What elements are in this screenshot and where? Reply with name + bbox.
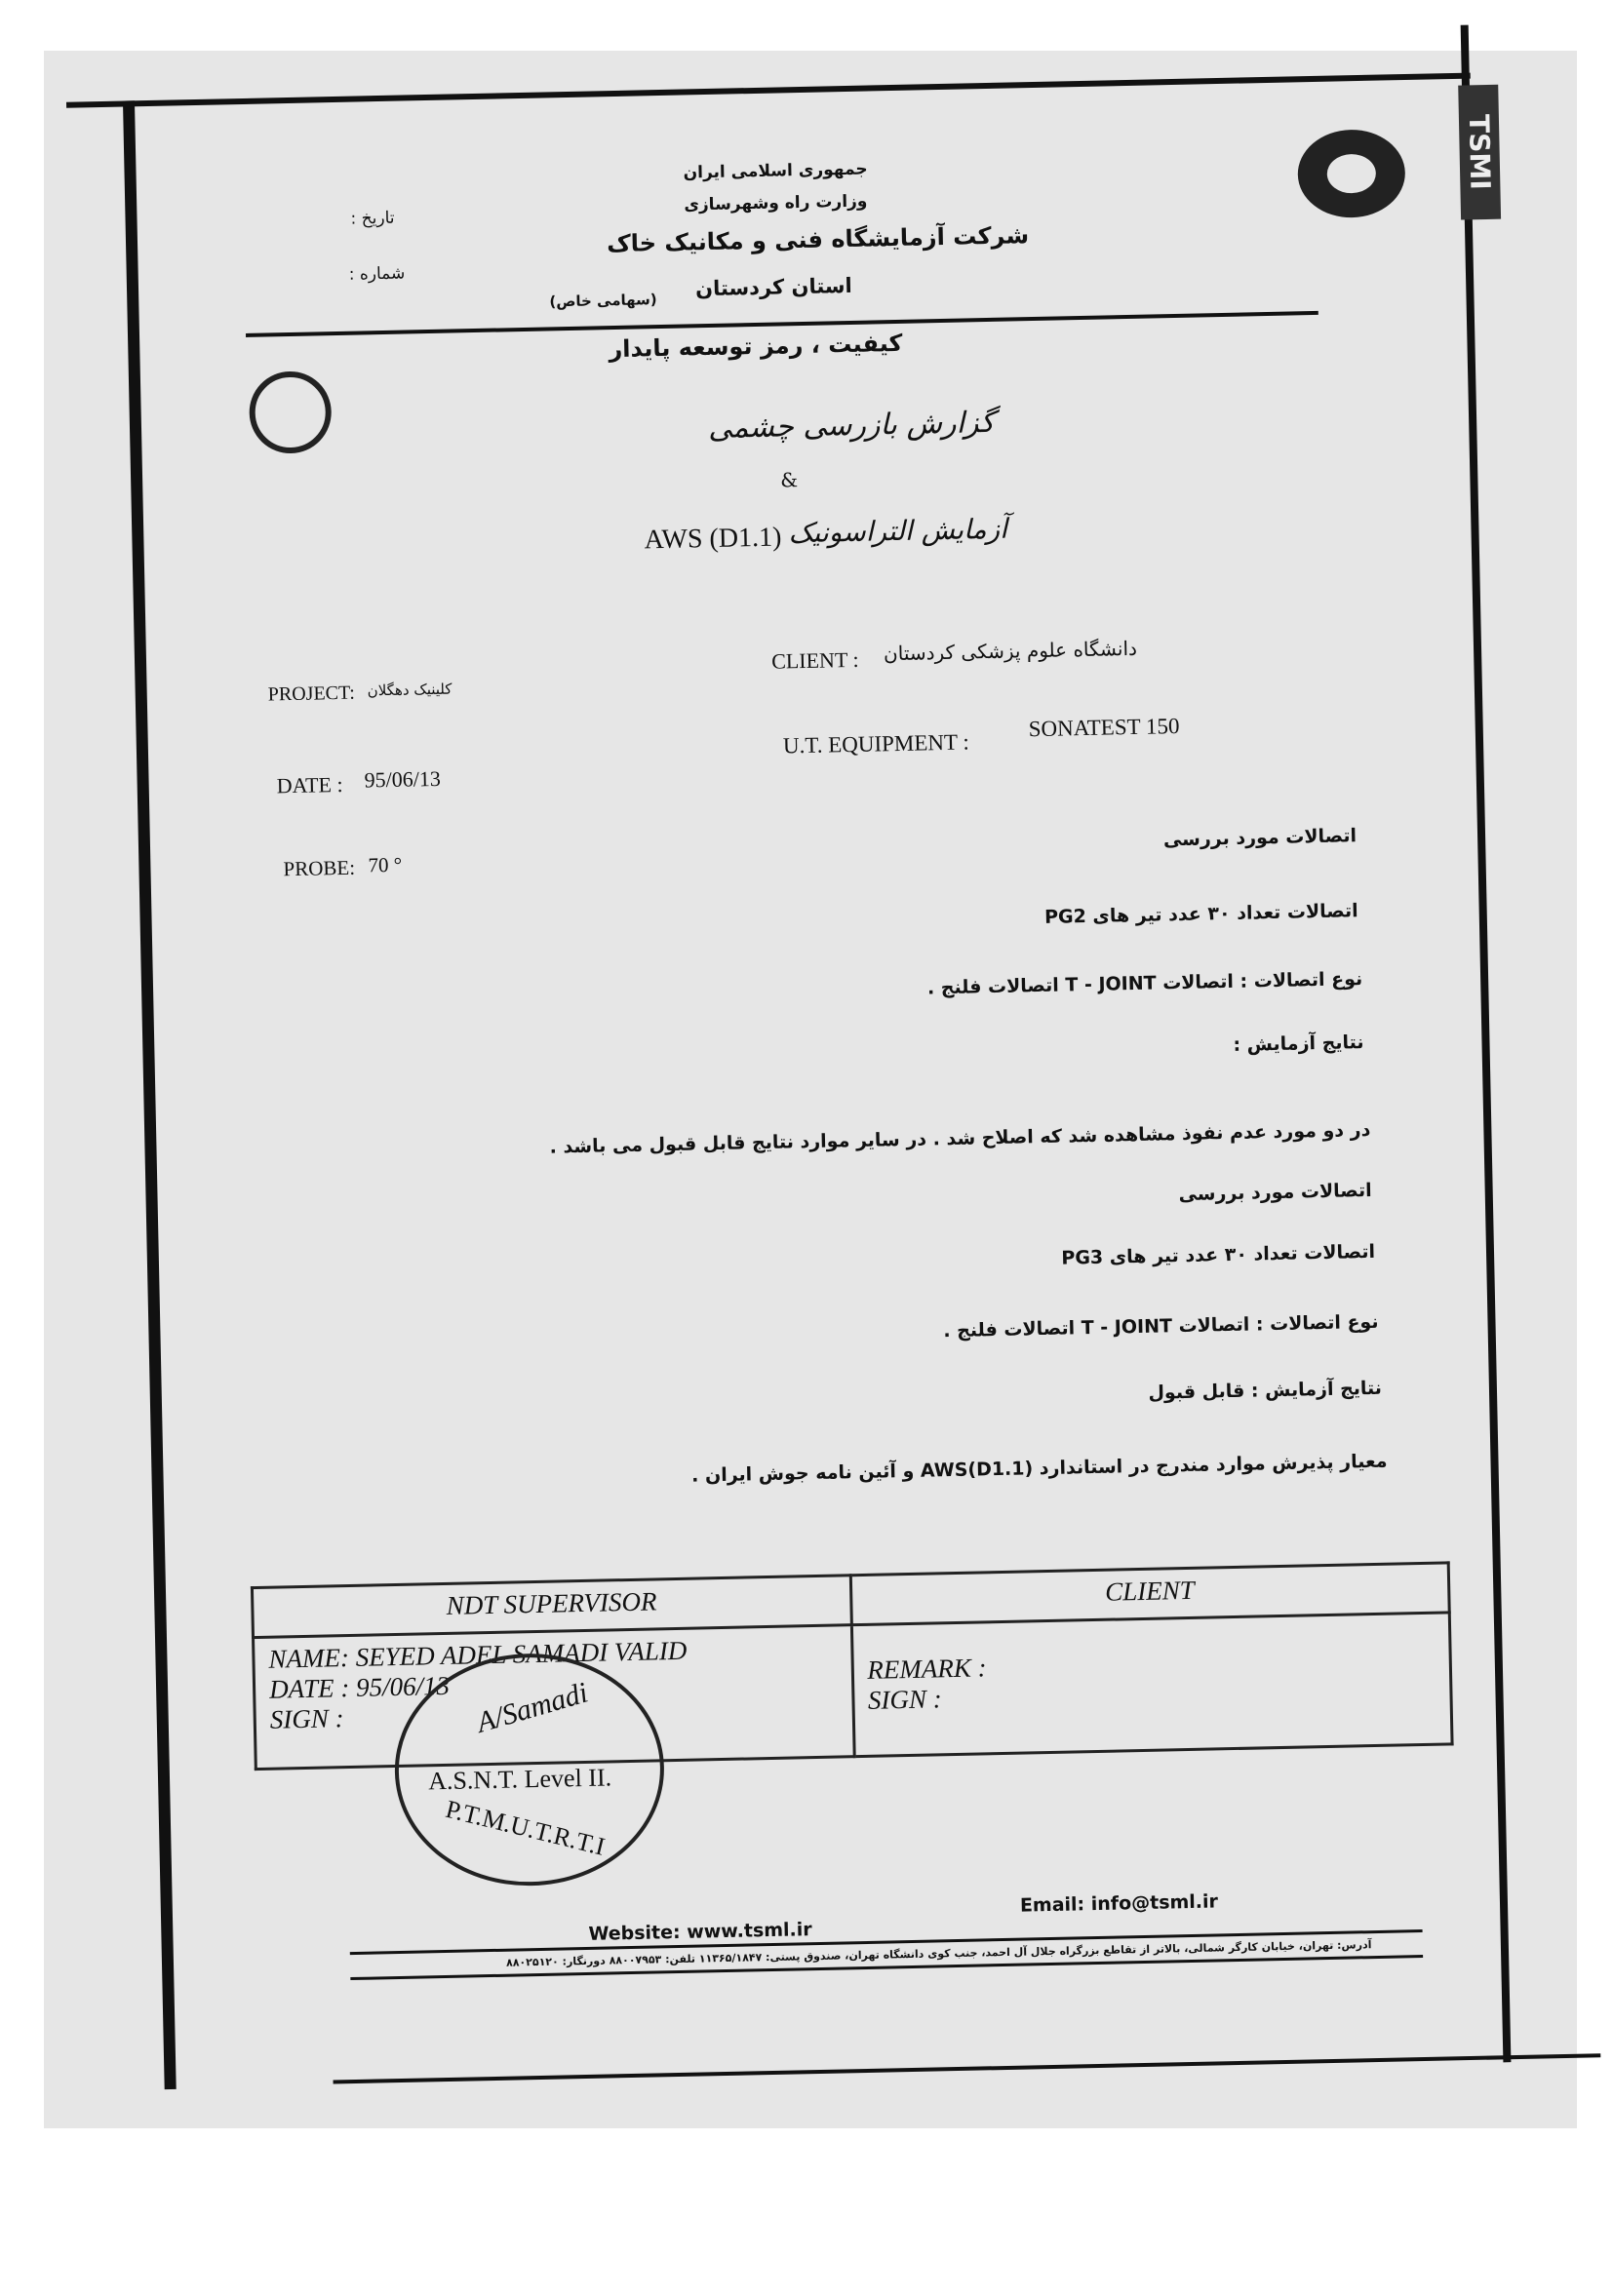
client-header: CLIENT xyxy=(850,1563,1449,1625)
stamp-signature: A/Samadi xyxy=(473,1676,592,1739)
number-label: شماره : xyxy=(348,263,406,285)
body-line: معیار پذیرش موارد مندرج در استاندارد AWS(D1.1) و آئین نامه جوش ایران . xyxy=(690,1450,1388,1487)
footer-website: Website: www.tsml.ir xyxy=(588,1919,812,1945)
header-company-type: (سهامی خاص) xyxy=(549,291,657,311)
body-line: اتصالات مورد بررسی xyxy=(1162,825,1357,851)
date-label-en: DATE : xyxy=(276,771,343,798)
footer-email: Email: info@tsml.ir xyxy=(1019,1890,1219,1917)
title-standard: AWS (D1.1) xyxy=(644,522,782,556)
header-province: استان کردستان xyxy=(694,273,852,301)
date-label: تاریخ : xyxy=(350,208,395,229)
client-remark: REMARK : xyxy=(867,1653,987,1685)
body-line: نتایج آزمایش : xyxy=(1233,1031,1364,1056)
right-border xyxy=(1461,25,1512,2063)
body-line: نوع اتصالات : اتصالات T - JOINT اتصالات فلنج . xyxy=(943,1310,1379,1343)
tsmi-logo xyxy=(1297,129,1406,218)
body-line: در دو مورد عدم نفوذ مشاهده شد که اصلاح شد . در سایر موارد نتایج قابل قبول می باشد . xyxy=(549,1118,1371,1158)
project-label: PROJECT: xyxy=(267,681,356,706)
header-company: شرکت آزمایشگاه فنی و مکانیک خاک xyxy=(606,221,1030,258)
ndt-supervisor-header: NDT SUPERVISOR xyxy=(252,1576,850,1638)
body-line: اتصالات تعداد ۳۰ عدد تیر های PG3 xyxy=(1061,1240,1376,1269)
equipment-value: SONATEST 150 xyxy=(1028,713,1180,742)
body-line: نتایج آزمایش : قابل قبول xyxy=(1148,1377,1383,1404)
left-border xyxy=(123,100,177,2089)
supervisor-name: NAME: SEYED ADEL SAMADI VALID xyxy=(268,1635,688,1674)
probe-value: 70 ° xyxy=(368,852,403,877)
probe-label: PROBE: xyxy=(283,855,356,881)
report-title: گزارش بازرسی چشمی xyxy=(707,405,996,447)
title-ultrasonic: آزمایش التراسونیک xyxy=(788,512,1008,550)
client-value: دانشگاه علوم پزشکی کردستان xyxy=(883,636,1138,666)
slogan: کیفیت ، رمز توسعه پایدار xyxy=(609,329,903,364)
stamp-level: A.S.N.T. Level II. xyxy=(427,1763,612,1796)
client-label: CLIENT : xyxy=(770,646,859,674)
body-line: اتصالات تعداد ۳۰ عدد تیر های PG2 xyxy=(1043,900,1358,928)
client-sign: SIGN : xyxy=(867,1684,943,1715)
iso-certification-logo xyxy=(249,370,333,454)
header-ministry: وزارت راه وشهرسازی xyxy=(684,191,868,215)
bottom-border xyxy=(334,2053,1601,2083)
header-country: جمهوری اسلامی ایران xyxy=(683,159,868,183)
equipment-label: U.T. EQUIPMENT : xyxy=(782,729,970,759)
body-line: نوع اتصالات : اتصالات T - JOINT اتصالات فلنج . xyxy=(926,968,1363,999)
project-value: کلینیک دهگلان xyxy=(367,680,452,700)
title-ampersand: & xyxy=(780,468,799,492)
footer-address: آدرس: تهران، خیابان کارگر شمالی، بالاتر از تقاطع بزرگراه جلال آل احمد، جنب کوی دانشگاه تهران، صندوق پستی: ۱۱۳۶۵/۱۸۴۷ تلفن: ۸۸۰۰۷۹۵۳ دورنگار: ۸۸۰۲۵۱۲۰ xyxy=(505,1938,1372,1969)
body-line: اتصالات مورد بررسی xyxy=(1178,1179,1372,1206)
top-border xyxy=(66,73,1471,108)
date-value: 95/06/13 xyxy=(364,765,442,793)
tsmi-logo-text: TSMI xyxy=(1458,85,1501,219)
supervisor-sign: SIGN : xyxy=(269,1703,344,1734)
stamp-org: P.T.M.U.T.R.T.I xyxy=(443,1794,609,1861)
supervisor-date: DATE : 95/06/13 xyxy=(268,1670,451,1704)
